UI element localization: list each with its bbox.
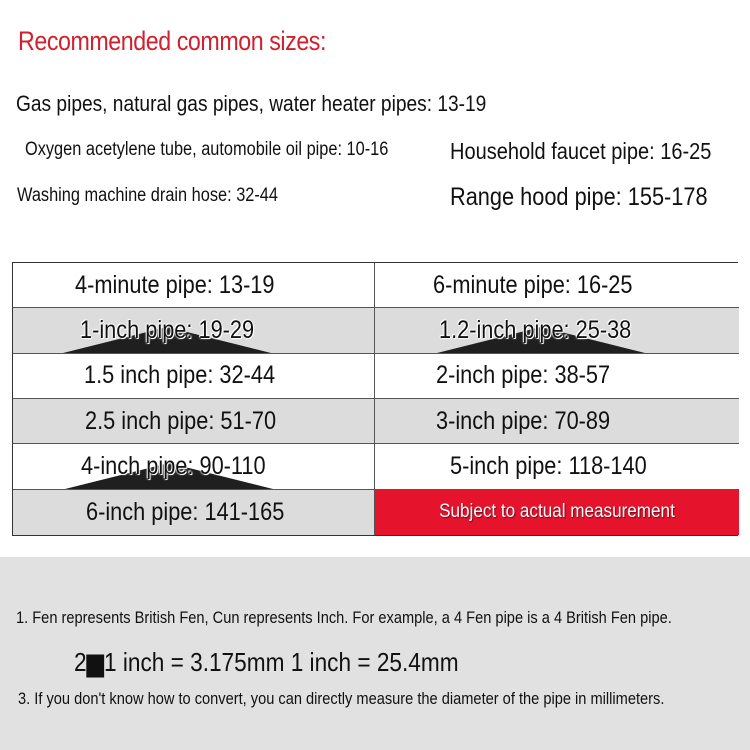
cell-text: 1.2-inch pipe: 25-38 — [439, 315, 632, 344]
pipe-size-table — [12, 262, 738, 536]
faucet-pipe-size: Household faucet pipe: 16-25 — [450, 138, 712, 164]
page-title: Recommended common sizes: — [18, 26, 327, 56]
cell-text: 4-minute pipe: 13-19 — [75, 270, 275, 299]
gas-pipe-size: Gas pipes, natural gas pipes, water heater pipes: 13-19 — [16, 91, 487, 116]
measurement-note-cell — [375, 490, 739, 535]
table-cell — [13, 308, 375, 353]
notes-panel — [0, 557, 750, 750]
cell-text: 1-inch pipe: 19-29 — [80, 315, 255, 344]
range-hood-pipe-size: Range hood pipe: 155-178 — [450, 183, 708, 211]
table-cell — [13, 354, 375, 399]
cell-text: 1.5 inch pipe: 32-44 — [84, 361, 276, 390]
cell-text: 6-inch pipe: 141-165 — [86, 497, 285, 526]
cell-text: 2-inch pipe: 38-57 — [436, 361, 611, 390]
washing-hose-size: Washing machine drain hose: 32-44 — [17, 185, 278, 206]
cell-text: 5-inch pipe: 118-140 — [450, 451, 647, 480]
note-1: 1. Fen represents British Fen, Cun represents Inch. For example, a 4 Fen pipe is a 4 British Fen pipe. — [16, 608, 672, 627]
oxygen-tube-size: Oxygen acetylene tube, automobile oil pipe: 10-16 — [25, 139, 389, 160]
cell-text: Subject to actual measurement — [439, 501, 675, 523]
table-cell — [375, 399, 739, 444]
table-cell — [375, 444, 739, 489]
table-cell — [13, 444, 375, 489]
note-3: 3. If you don't know how to convert, you can directly measure the diameter of the pipe in millimeters. — [18, 689, 665, 708]
cell-text: 4-inch pipe: 90-110 — [81, 451, 266, 480]
table-cell — [13, 399, 375, 444]
cell-text: 6-minute pipe: 16-25 — [433, 270, 633, 299]
table-cell — [375, 354, 739, 399]
cell-text: 3-inch pipe: 70-89 — [436, 406, 611, 435]
cell-text: 2.5 inch pipe: 51-70 — [85, 406, 277, 435]
table-cell — [13, 490, 375, 535]
table-cell — [375, 308, 739, 353]
table-cell — [375, 263, 739, 308]
note-2: 2▆1 inch = 3.175mm 1 inch = 25.4mm — [74, 647, 459, 677]
table-cell — [13, 263, 375, 308]
